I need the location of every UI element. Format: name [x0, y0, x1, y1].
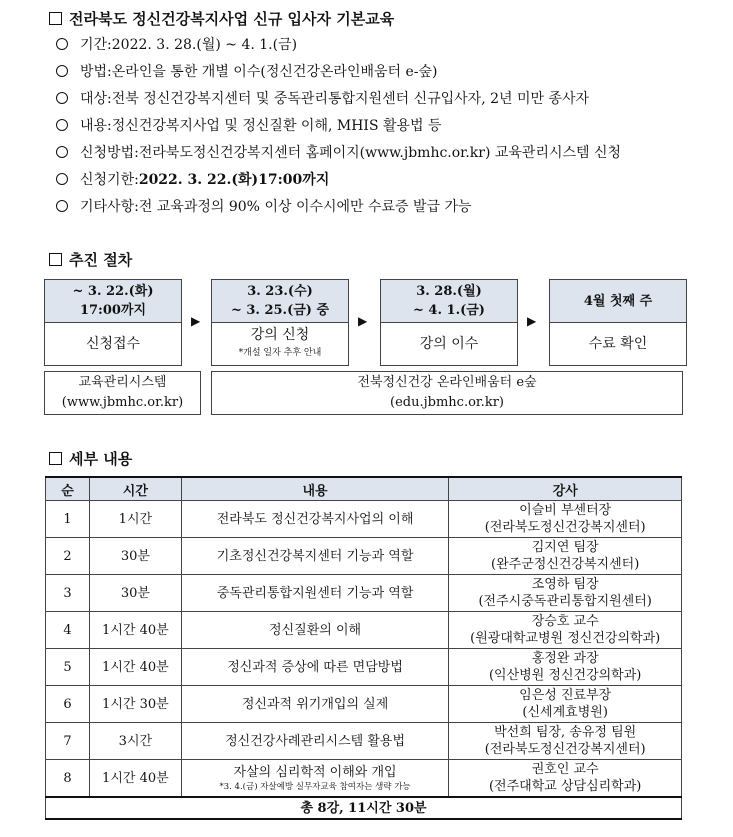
lecturer-name: 김지연 팀장 [531, 540, 599, 555]
cell-time: 1시간 30분 [89, 686, 181, 723]
content-text: 자살의 심리학적 이해와 개입 [233, 764, 397, 780]
lecturer-org: (전주시중독관리통합지원센터) [478, 594, 652, 609]
table-row [46, 501, 682, 538]
lecturer-org: (원광대학교병원 정신건강의학과) [470, 631, 661, 646]
cell-no: 7 [46, 723, 90, 760]
content-text: 기초정신건강복지센터 기능과 역할 [216, 548, 414, 564]
basic-item [56, 34, 297, 54]
header-no: 순 [46, 477, 90, 501]
cell-lecturer [449, 686, 682, 723]
table-total-row [46, 797, 682, 819]
cell-lecturer [449, 538, 682, 575]
circle-bullet-icon [56, 146, 68, 158]
cell-time: 30분 [89, 538, 181, 575]
basic-item-value: 전라북도정신건강복지센터 홈페이지(www.jbmhc.or.kr) 교육관리시스템 신청 [138, 145, 622, 161]
basic-item-value: 2022. 3. 22.(화)17:00까지 [138, 172, 330, 188]
basic-item-label: 대상: [80, 91, 112, 107]
cell-time: 30분 [89, 575, 181, 612]
basic-item [56, 88, 589, 108]
circle-bullet-icon [56, 92, 68, 104]
cell-time: 1시간 [89, 501, 181, 538]
step-note: *개설 일자 추후 안내 [238, 348, 322, 358]
content-text: 정신건강사례관리시스템 활용법 [225, 733, 406, 749]
cell-content [181, 723, 449, 760]
lecturer-org: (완주군정신건강복지센터) [491, 557, 640, 572]
cell-no: 1 [46, 501, 90, 538]
cell-lecturer [449, 649, 682, 686]
process-step [211, 279, 349, 366]
step-name: 수료 확인 [588, 336, 648, 352]
table-row [46, 686, 682, 723]
lecturer-org: (전라북도정신건강복지센터) [484, 742, 646, 757]
basic-item-label: 신청기한: [80, 172, 139, 188]
circle-bullet-icon [56, 38, 68, 50]
arrow-right-icon: ▶ [527, 314, 537, 328]
lecturer-org: (익산병원 정신건강의학과) [488, 668, 642, 683]
table-row [46, 612, 682, 649]
cell-content [181, 686, 449, 723]
cell-lecturer [449, 612, 682, 649]
lecturer-name: 홍정완 과장 [531, 651, 599, 666]
step-name: 강의 이수 [419, 336, 479, 352]
process-step-date [212, 280, 348, 323]
cell-no: 4 [46, 612, 90, 649]
basic-item-value: 온라인을 통한 개별 이수(정신건강온라인배움터 e-숲) [111, 64, 438, 80]
section-basic-title: 전라북도 정신건강복지사업 신규 입사자 기본교육 [49, 8, 394, 29]
basic-item [56, 61, 438, 81]
basic-item [56, 169, 329, 189]
content-text: 중독관리통합지원센터 기능과 역할 [216, 585, 414, 601]
table-header-row [46, 477, 682, 501]
cell-content [181, 575, 449, 612]
basic-item-label: 방법: [80, 64, 112, 80]
step-date-line1: ~ 3. 22.(화) [72, 284, 154, 299]
step-date-line2: ~ 3. 25.(금) 중 [230, 303, 330, 318]
table-row [46, 649, 682, 686]
header-lecturer: 강사 [449, 477, 682, 501]
lecturer-name: 조영하 팀장 [531, 577, 599, 592]
lecturer-name: 이슬비 부센터장 [519, 503, 612, 518]
lecturer-org: (전라북도정신건강복지센터) [484, 520, 646, 535]
section-process-title: 추진 절차 [49, 249, 132, 270]
content-text: 정신질환의 이해 [269, 622, 362, 638]
step-date-line1: 3. 28.(월) [416, 284, 482, 299]
cell-lecturer [449, 501, 682, 538]
process-step-body [212, 323, 348, 365]
basic-item-label: 기타사항: [80, 199, 139, 215]
basic-item-value: 전 교육과정의 90% 이상 이수시에만 수료증 발급 가능 [138, 199, 472, 215]
cell-no: 8 [46, 760, 90, 798]
cell-content [181, 649, 449, 686]
content-text: 정신과적 증상에 따른 면담방법 [227, 659, 403, 675]
system-box-2: 전북정신건강 온라인배움터 e숲 (edu.jbmhc.or.kr) [211, 371, 683, 415]
table-row [46, 723, 682, 760]
checkbox-square-icon [49, 12, 62, 25]
content-note: *3. 4.(금) 자살예방 실무자교육 참여자는 생략 가능 [219, 781, 411, 792]
basic-item-label: 신청방법: [80, 145, 139, 161]
lecturer-name: 박선희 팀장, 송유정 팀원 [494, 725, 637, 740]
cell-no: 6 [46, 686, 90, 723]
checkbox-square-icon [49, 452, 62, 465]
basic-item-label: 내용: [80, 118, 112, 134]
step-date-line2: ~ 4. 1.(금) [413, 303, 485, 318]
basic-item [56, 196, 472, 216]
system-box-1: 교육관리시스템 (www.jbmhc.or.kr) [44, 371, 201, 415]
total-text: 총 8강, 11시간 30분 [46, 797, 682, 819]
arrow-right-icon: ▶ [358, 314, 368, 328]
lecturer-name: 권호인 교수 [531, 762, 599, 777]
cell-no: 5 [46, 649, 90, 686]
table-row [46, 538, 682, 575]
cell-content [181, 538, 449, 575]
process-step [380, 279, 518, 366]
process-step-date [381, 280, 517, 323]
cell-no: 3 [46, 575, 90, 612]
cell-content [181, 760, 449, 798]
basic-item-value: 전북 정신건강복지센터 및 중독관리통합지원센터 신규입사자, 2년 미만 종사자 [111, 91, 590, 107]
lecturer-name: 임은성 진료부장 [519, 688, 612, 703]
cell-time: 1시간 40분 [89, 760, 181, 798]
cell-lecturer [449, 760, 682, 798]
basic-item [56, 142, 621, 162]
process-step-date [550, 280, 686, 323]
cell-time: 1시간 40분 [89, 612, 181, 649]
lecturer-org: (전주대학교 상담심리학과) [488, 779, 642, 794]
basic-item-value: 정신건강복지사업 및 정신질환 이해, MHIS 활용법 등 [111, 118, 442, 134]
content-text: 전라북도 정신건강복지사업의 이해 [216, 511, 414, 527]
cell-time: 3시간 [89, 723, 181, 760]
cell-time: 1시간 40분 [89, 649, 181, 686]
step-name: 신청접수 [85, 336, 141, 352]
step-date-line1: 4월 첫째 주 [583, 293, 653, 309]
cell-content [181, 501, 449, 538]
cell-content [181, 612, 449, 649]
circle-bullet-icon [56, 65, 68, 77]
content-text: 정신과적 위기개입의 실제 [241, 696, 389, 712]
process-step [549, 279, 687, 366]
basic-item-label: 기간: [80, 37, 112, 53]
checkbox-square-icon [49, 253, 62, 266]
header-time: 시간 [89, 477, 181, 501]
header-content: 내용 [181, 477, 449, 501]
step-date-line1: 3. 23.(수) [247, 284, 313, 299]
circle-bullet-icon [56, 119, 68, 131]
cell-no: 2 [46, 538, 90, 575]
arrow-right-icon: ▶ [191, 314, 201, 328]
circle-bullet-icon [56, 200, 68, 212]
process-step-body [381, 323, 517, 365]
process-step-body [45, 323, 181, 365]
cell-lecturer [449, 575, 682, 612]
basic-item-value: 2022. 3. 28.(월) ~ 4. 1.(금) [111, 37, 298, 53]
section-detail-title: 세부 내용 [49, 448, 132, 469]
table-row [46, 575, 682, 612]
detail-table [45, 476, 682, 820]
step-date-line2: 17:00까지 [79, 303, 147, 318]
lecturer-name: 장승호 교수 [531, 614, 599, 629]
step-name: 강의 신청 [250, 327, 310, 343]
cell-lecturer [449, 723, 682, 760]
process-step [44, 279, 182, 366]
basic-item [56, 115, 442, 135]
table-row [46, 760, 682, 798]
process-step-body [550, 323, 686, 365]
process-step-date [45, 280, 181, 323]
circle-bullet-icon [56, 173, 68, 185]
lecturer-org: (신세계효병원) [522, 705, 608, 720]
